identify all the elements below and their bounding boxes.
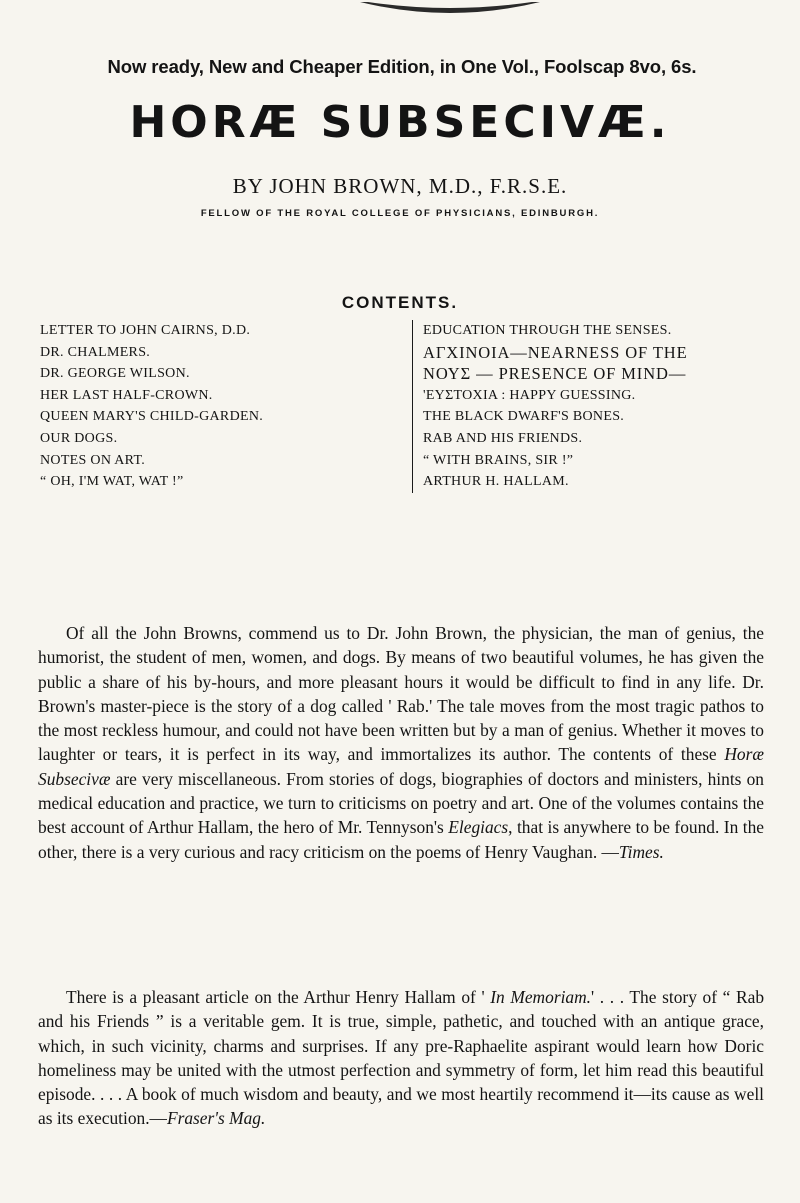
review-text: Of all the John Browns, commend us to Dr. John Brown, the physician, the man of genius, the humorist, the student of men, women, and dogs. By means of two beautiful volumes, he has given the public a share of his by-hours, and more pleasant hours it would be difficult to find in any life. Dr. Brown's master-piece is the story of a dog called ' Rab.' The tale moves from the most tragic pathos to the most reckless humour, and could not have been written but by a man of genius. Whether it moves to laughter or tears, it is perfect in its way, and immortalizes its author. The contents of these <box>38 623 764 765</box>
contents-item: 'ΕΥΣΤΟΧΙΑ : HAPPY GUESSING. <box>423 387 636 403</box>
book-title: HORÆ SUBSECIVÆ. <box>129 97 671 148</box>
contents-heading: CONTENTS. <box>341 293 459 312</box>
review-frasers <box>38 985 764 1131</box>
contents-item: “ OH, I'M WAT, WAT !” <box>40 474 184 490</box>
contents-item: ΑΓΧΙΝΟΙΑ—NEARNESS OF THE <box>423 342 688 362</box>
contents-item: LETTER TO JOHN CAIRNS, D.D. <box>40 323 251 338</box>
review-times <box>38 621 764 864</box>
review-italic: Elegiacs <box>448 817 509 838</box>
contents-item: NOTES ON ART. <box>40 452 146 468</box>
contents-item: “ WITH BRAINS, SIR !” <box>423 452 574 468</box>
review-text: , that is anywhere to be found. In the other, there is a very curious and racy criticism on the poems of Henry Vaughan. — <box>38 817 764 862</box>
contents-item: EDUCATION THROUGH THE SENSES. <box>423 323 672 338</box>
contents-item: THE BLACK DWARF'S BONES. <box>423 409 625 425</box>
contents-left-column <box>40 320 370 493</box>
contents-item: ARTHUR H. HALLAM. <box>423 474 569 490</box>
contents-item: RAB AND HIS FRIENDS. <box>423 430 583 446</box>
header-ornament <box>360 0 540 18</box>
contents-right-column <box>412 320 783 493</box>
contents-item: ΝΟΥΣ — PRESENCE OF MIND— <box>423 364 687 384</box>
contents-item: QUEEN MARY'S CHILD-GARDEN. <box>40 409 264 425</box>
review-source: Times. <box>618 841 664 862</box>
review-italic: Horæ Subsecivæ <box>38 744 764 789</box>
review-text: are very miscellaneous. From stories of dogs, biographies of doctors and ministers, hints on medical education and practice, we turn to criticisms on poetry and art. One of the volumes contains the best account of Arthur Hallam, the hero of Mr. Tennyson's <box>38 768 764 838</box>
author-byline: BY JOHN BROWN, M.D., F.R.S.E. <box>232 174 568 198</box>
contents-item: DR. GEORGE WILSON. <box>40 366 190 382</box>
contents-item: DR. CHALMERS. <box>40 344 151 360</box>
author-affiliation: FELLOW OF THE ROYAL COLLEGE OF PHYSICIANS, EDINBURGH. <box>200 208 600 219</box>
review-source: Fraser's Mag. <box>166 1108 266 1129</box>
contents-item: OUR DOGS. <box>40 430 118 446</box>
review-text: ' . . . The story of “ Rab and his Friends ” is a veritable gem. It is true, simple, pathetic, and touched with an antique grace, which, in such vicinity, charms and surprises. If any pre-Raphaelite aspirant would learn how Doric homeliness may be united with the utmost perfection and symmetry of form, let him read this beautiful episode. . . . A book of much wisdom and beauty, and we most heartily recommend it—its cause as well as its execution.— <box>38 987 765 1129</box>
review-italic: In Memoriam. <box>490 987 592 1007</box>
contents-item: HER LAST HALF-CROWN. <box>40 387 213 403</box>
review-text: There is a pleasant article on the Arthur Henry Hallam of ' <box>66 987 491 1007</box>
edition-announcement: Now ready, New and Cheaper Edition, in One Vol., Foolscap 8vo, 6s. <box>107 56 697 77</box>
